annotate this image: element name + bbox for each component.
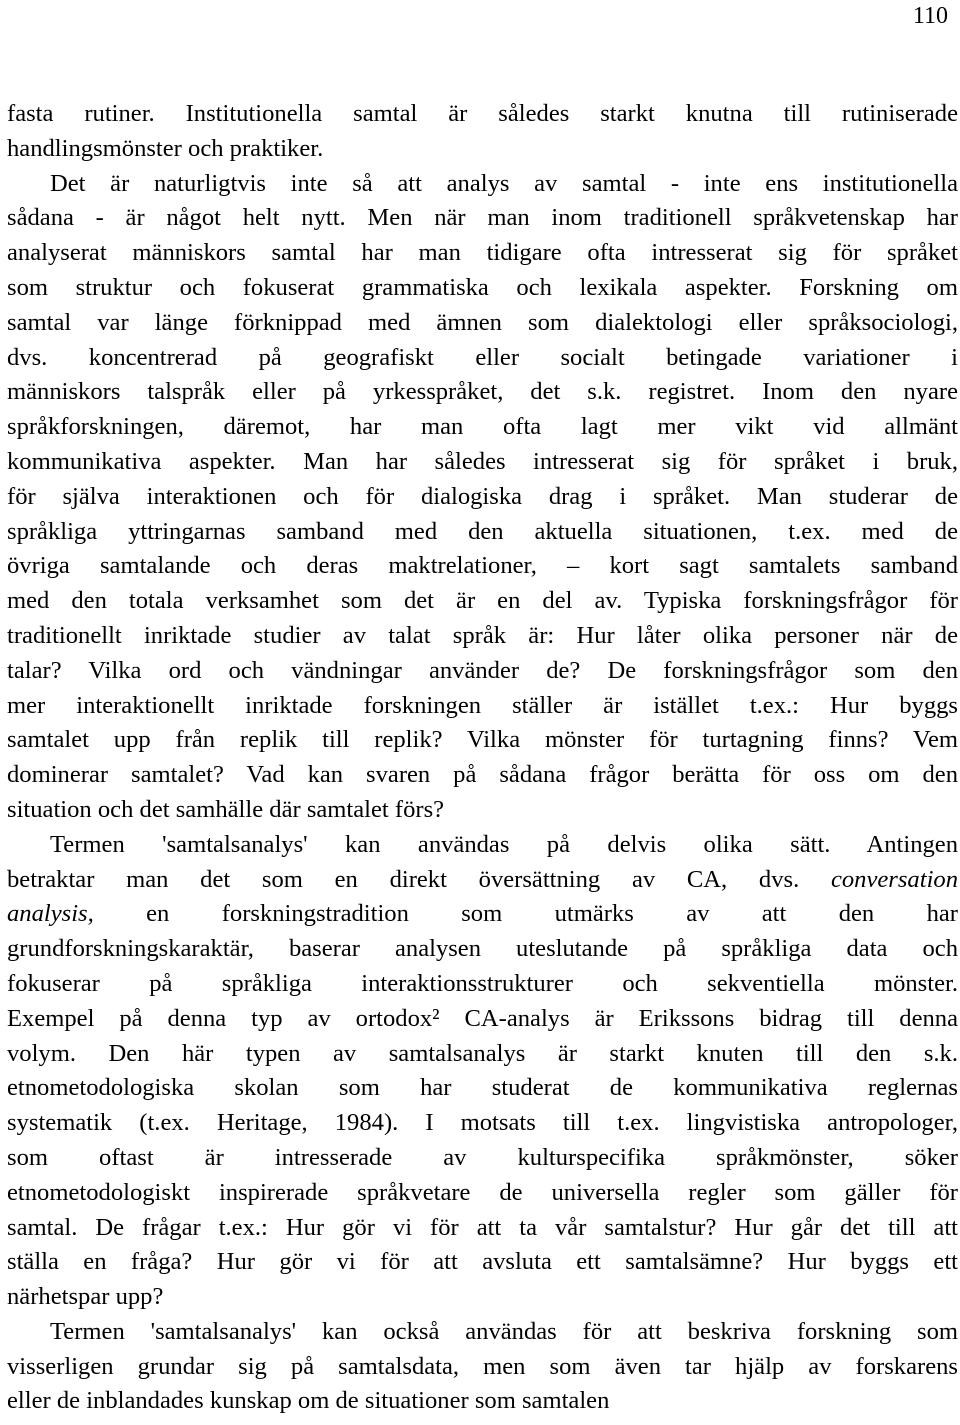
text-segment: betraktar man det som en direkt översättning av CA, dvs. [7,865,831,893]
text-line: människors talspråk eller på yrkesspråket, det s.k. registret. Inom den nyare [7,378,958,406]
text-line: Termen 'samtalsanalys' kan användas på delvis olika sätt. Antingen [50,830,958,858]
text-line: eller de inblandades kunskap om de situationer som samtalen [7,1387,610,1415]
text-line: som struktur och fokuserat grammatiska och lexikala aspekter. Forskning om [7,273,958,301]
text-line: Det är naturligtvis inte så att analys av samtal - inte ens institutionella [50,169,958,197]
text-line: handlingsmönster och praktiker. [7,134,324,162]
italic-term: analysis, [7,900,94,928]
text-line: analyserat människors samtal har man tidigare ofta intresserat sig för språket [7,239,958,267]
text-line: etnometodologiskt inspirerade språkvetare de universella regler som gäller för [7,1178,958,1206]
text-line: kommunikativa aspekter. Man har således intresserat sig för språket i bruk, [7,447,958,475]
text-line: sådana - är något helt nytt. Men när man inom traditionell språkvetenskap har [7,204,958,232]
text-line: som oftast är intresserade av kulturspecifika språkmönster, söker [7,1143,958,1171]
text-line: samtal var länge förknippad med ämnen som dialektologi eller språksociologi, [7,308,958,336]
text-line: samtalet upp från replik till replik? Vilka mönster för turtagning finns? Vem [7,726,958,754]
text-line [7,863,958,898]
text-line: samtal. De frågar t.ex.: Hur gör vi för att ta vår samtalstur? Hur går det till att [7,1213,958,1241]
italic-term: conversation [830,865,958,893]
text-line: situation och det samhälle där samtalet förs? [7,795,445,823]
text-line: närhetspar upp? [7,1283,164,1311]
text-line: Exempel på denna typ av ortodox² CA-analys är Erikssons bidrag till denna [7,1004,958,1032]
text-line: för själva interaktionen och för dialogiska drag i språket. Man studerar de [7,482,958,510]
text-line: Termen 'samtalsanalys' kan också användas för att beskriva forskning som [50,1317,958,1345]
body-text [7,97,958,1419]
text-segment: en forskningstradition som utmärks av att den har [93,900,958,928]
text-line: övriga samtalande och deras maktrelationer, – kort sagt samtalets samband [7,552,958,580]
text-line: visserligen grundar sig på samtalsdata, men som även tar hjälp av forskarens [7,1352,958,1380]
text-line: systematik (t.ex. Heritage, 1984). I motsats till t.ex. lingvistiska antropologer, [7,1109,958,1137]
text-line: ställa en fråga? Hur gör vi för att avsluta ett samtalsämne? Hur byggs ett [7,1248,958,1276]
text-line [7,897,958,932]
text-line: volym. Den här typen av samtalsanalys är starkt knuten till den s.k. [7,1039,958,1067]
text-line: dominerar samtalet? Vad kan svaren på sådana frågor berätta för oss om den [7,761,958,789]
text-line: talar? Vilka ord och vändningar använder de? De forskningsfrågor som den [7,656,958,684]
text-line: språkforskningen, däremot, har man ofta lagt mer vikt vid allmänt [7,413,958,441]
text-line: fasta rutiner. Institutionella samtal är således starkt knutna till rutiniserade [7,100,958,127]
text-line: grundforskningskaraktär, baserar analysen uteslutande på språkliga data och [7,935,958,963]
page-number: 110 [912,3,948,29]
text-line: traditionellt inriktade studier av talat språk är: Hur låter olika personer när de [7,621,958,649]
text-line: mer interaktionellt inriktade forskningen ställer är istället t.ex.: Hur byggs [7,691,958,719]
text-line: fokuserar på språkliga interaktionsstrukturer och sekventiella mönster. [7,969,958,997]
text-line: språkliga yttringarnas samband med den aktuella situationen, t.ex. med de [7,517,958,545]
text-line: med den totala verksamhet som det är en del av. Typiska forskningsfrågor för [7,587,958,615]
text-line: dvs. koncentrerad på geografiskt eller socialt betingade variationer i [7,343,958,371]
text-line: etnometodologiska skolan som har studerat de kommunikativa reglernas [7,1074,958,1102]
